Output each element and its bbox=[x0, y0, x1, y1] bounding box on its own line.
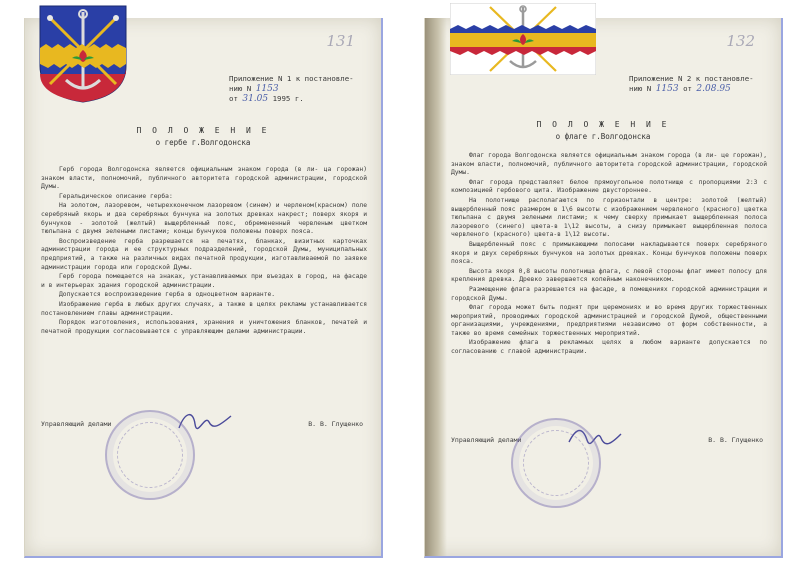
volgodonsk-coat-of-arms-icon bbox=[38, 4, 128, 104]
appendix-label: нию N bbox=[629, 84, 652, 93]
paragraph: Флаг города Волгодонска является официальным знаком города (в ли- це горожан), знаком власти, полномочий, публичного авторитета городской администрации, городской Думы. bbox=[451, 152, 767, 177]
signatory-title: Управляющий делами bbox=[41, 420, 112, 428]
decree-date: 31.05 bbox=[242, 94, 269, 104]
paragraph: На золотом, лазоревом, четырехконечном лазоревом (синем) и черленом(красном) поле серебряный якорь и два серебряных бунчука на золотых древках накрест; поверх якоря и бунчуков - золотой (желтый) выщербленный пояс, обремененный червленым цветком тюльпана с двумя зелеными листами; концы бунчуков положены поверх пояса. bbox=[41, 202, 367, 236]
document-title: П О Л О Ж Е Н И Е bbox=[136, 126, 270, 135]
paragraph: Воспроизведение герба разрешается на печатях, бланках, визитных карточках администрации города и ее структурных подразделений, городской Думы, муниципальных предприятий, а также на различных видах печатной продукции, изготавливаемой по заявке администрации города или городской Думы. bbox=[41, 237, 367, 271]
appendix-line bbox=[629, 84, 759, 94]
official-seal-stamp bbox=[511, 418, 601, 508]
appendix-header bbox=[629, 74, 759, 94]
page-number: 132 bbox=[726, 32, 755, 50]
paragraph: Допускается воспроизведение герба в одноцветном варианте. bbox=[59, 291, 276, 299]
appendix-header bbox=[229, 74, 359, 104]
decree-number: 1153 bbox=[655, 84, 679, 94]
signatory-name: В. В. Глущенко bbox=[308, 420, 363, 428]
document-subtitle: о гербе г.Волгодонска bbox=[155, 138, 251, 147]
paragraph: Флаг города представляет белое прямоугольное полотнище с пропорциями 2:3 с композицией гербового щита. Изображение двустороннее. bbox=[451, 178, 767, 195]
decree-date: 2.08.95 bbox=[696, 84, 731, 94]
binding-shadow bbox=[425, 18, 447, 556]
document-body bbox=[41, 166, 367, 337]
appendix-label: от bbox=[683, 84, 692, 93]
paragraph: Герб города помещается на знаках, устанавливаемых при въездах в город, на фасаде и в интерьерах здания городской администрации. bbox=[41, 273, 367, 289]
appendix-label: нию N bbox=[229, 84, 252, 93]
decree-year: 1995 г. bbox=[272, 94, 304, 103]
flag-regulation-page bbox=[424, 18, 783, 558]
paragraph: Порядок изготовления, использования, хранения и уничтожения бланков, печатей и печатной продукции согласовывается с управляющим делами администрации. bbox=[41, 319, 367, 335]
document-subtitle: о флаге г.Волгодонска bbox=[555, 132, 651, 141]
paragraph: Высота якоря 0,8 высоты полотнища флага, с левой стороны флаг имеет полосу для крепления древка. Древко завершается копейным наконечником. bbox=[451, 267, 767, 284]
appendix-line: Приложение N 1 к постановле- bbox=[229, 74, 354, 83]
paragraph: Геральдическое описание герба: bbox=[59, 192, 173, 200]
seal-inner-ring bbox=[117, 422, 183, 488]
volgodonsk-flag-icon bbox=[450, 3, 596, 75]
appendix-line bbox=[229, 94, 359, 104]
paragraph: Герб города Волгодонска является официальным знаком города (в ли- ца горожан) знаком власти, полномочий, публичного авторитета городской администрации, городской Думы. bbox=[41, 166, 367, 191]
appendix-line bbox=[229, 84, 359, 94]
paragraph: Выщербленный пояс с примыкающими полосами накладывается поверх серебряного якоря и двух серебряных бунчуков на золотых древках. Концы бунчуков положены поверх пояса. bbox=[451, 240, 767, 266]
signatory-name: В. В. Глущенко bbox=[708, 436, 763, 444]
decree-number: 1153 bbox=[255, 84, 279, 94]
seal-inner-ring bbox=[523, 430, 589, 496]
document-title: П О Л О Ж Е Н И Е bbox=[536, 120, 670, 129]
document-body bbox=[451, 152, 767, 358]
official-seal-stamp bbox=[105, 410, 195, 500]
paragraph: Флаг города может быть поднят при церемониях и во время других торжественных мероприятий, проводимых городской администрацией и городской Думой, общественными организациями, учреждениями, предприятиями независимо от форм собственности, а также во время семейных торжественных мероприятий. bbox=[451, 304, 767, 337]
paragraph: Размещение флага разрешается на фасаде, в помещениях городской администрации и городской Думы. bbox=[451, 285, 767, 302]
page-number: 131 bbox=[326, 32, 355, 50]
paragraph: На полотнище располагаются по горизонтали в центре: золотой (желтый) выщербленный пояс размером в 1\6 высоты с изображением червленого (красного) цветка тюльпана с двумя зелеными листами; к чему сверху примыкает выщербленная полоса лазоревого (синего) цвета-в 1\12 высоты, а снизу примыкает выщербленная полоса червленого (красного) цвета-в 1\12 высоты. bbox=[451, 196, 767, 239]
paragraph: Изображение герба в любых других случаях, а также в целях рекламы устанавливается постановлением главы администрации. bbox=[41, 300, 367, 317]
paragraph: Изображение флага в рекламных целях в любом варианте допускается по согласованию с главой администрации. bbox=[451, 339, 767, 356]
signatory-title: Управляющий делами bbox=[451, 436, 522, 444]
appendix-line: Приложение N 2 к постановле- bbox=[629, 74, 754, 83]
appendix-label: от bbox=[229, 94, 238, 103]
